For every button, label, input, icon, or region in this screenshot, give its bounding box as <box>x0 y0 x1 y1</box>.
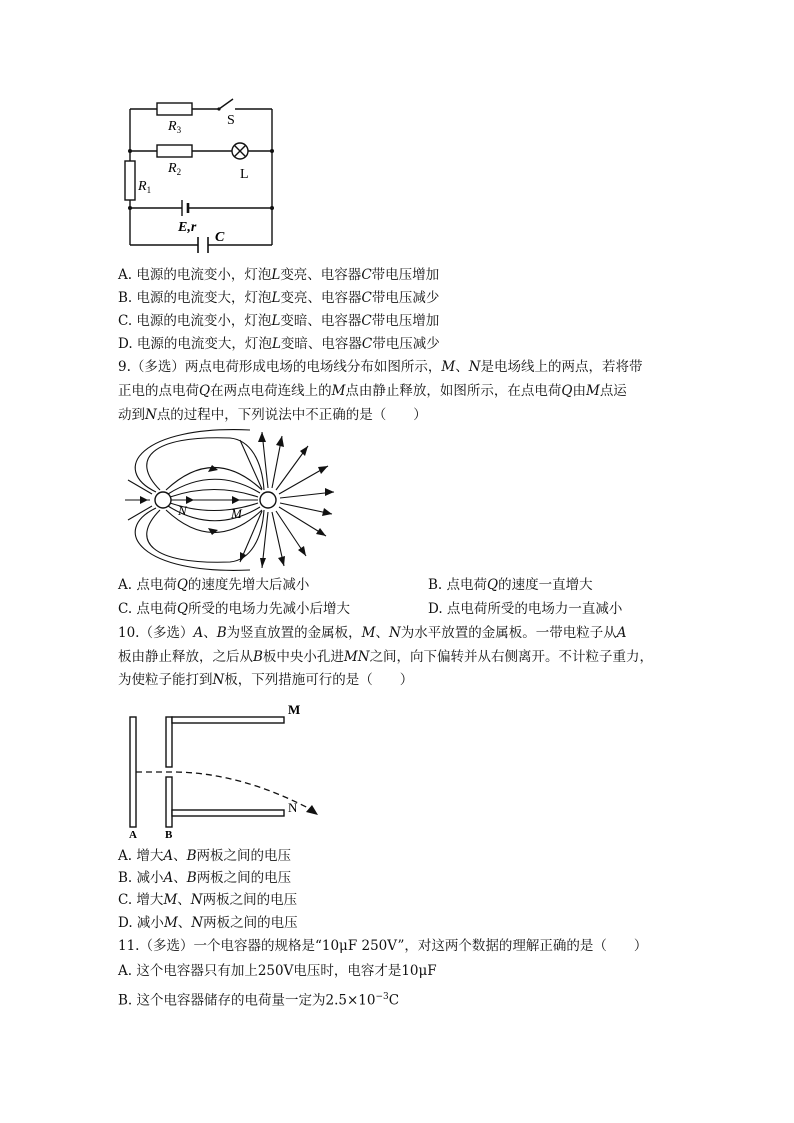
q9-option-c: C. 点电荷Q所受的电场力先减小后增大 <box>118 601 351 617</box>
label-n: N <box>178 503 187 518</box>
q8-option-b: B. 电源的电流变大，灯泡L变亮、电容器C带电压减少 <box>118 290 440 306</box>
q10-stem-line3: 为使粒子能打到N板，下列措施可行的是（ ） <box>118 672 414 688</box>
q11-stem: 11.（多选）一个电容器的规格是“10μF 250V”，对这两个数据的理解正确的是（ ） <box>118 938 648 954</box>
q10-stem-line1: 10.（多选）A、B为竖直放置的金属板，M、N为水平放置的金属板。一带电粒子从A <box>118 625 627 641</box>
q9-stem-line3: 动到N点的过程中，下列说法中不正确的是（ ） <box>118 407 427 423</box>
label-plate-n: N <box>288 800 298 815</box>
label-r3: $R_3$ <box>168 119 182 135</box>
q8-option-a: A. 电源的电流变小，灯泡L变亮、电容器C带电压增加 <box>118 267 440 283</box>
q9-option-a: A. 点电荷Q的速度先增大后减小 <box>118 577 310 593</box>
label-l: L <box>240 167 249 182</box>
q10-option-d: D. 减小M、N两板之间的电压 <box>118 915 298 931</box>
q9-option-d: D. 点电荷所受的电场力一直减小 <box>428 601 623 617</box>
q10-option-b: B. 减小A、B两板之间的电压 <box>118 870 292 886</box>
label-plate-b: B <box>165 829 173 841</box>
q8-option-d: D. 电源的电流变大，灯泡L变暗、电容器C带电压减少 <box>118 336 440 352</box>
q9-stem-line1: 9.（多选）两点电荷形成电场的电场线分布如图所示，M、N是电场线上的两点，若将带 <box>118 359 643 375</box>
label-er: E,r <box>178 220 197 235</box>
label-r1: $R_1$ <box>138 179 152 195</box>
label-c: C <box>215 230 225 245</box>
q9-option-b: B. 点电荷Q的速度一直增大 <box>428 577 593 593</box>
q10-option-c: C. 增大M、N两板之间的电压 <box>118 892 298 908</box>
label-m: M <box>231 506 242 521</box>
label-plate-m: M <box>288 702 301 717</box>
q11-option-a: A. 这个电容器只有加上250V电压时，电容才是10μF <box>118 963 437 979</box>
q9-stem-line2: 正电的点电荷Q在两点电荷连线上的M点由静止释放，如图所示，在点电荷Q由M点运 <box>118 383 627 399</box>
label-s: S <box>227 113 235 128</box>
label-r2: $R_2$ <box>168 161 182 177</box>
q11-option-b: B. 这个电容器储存的电荷量一定为$2.5\times 10^{-3}C$ <box>118 992 400 1009</box>
q10-option-a: A. 增大A、B两板之间的电压 <box>118 848 292 864</box>
q10-stem-line2: 板由静止释放，之后从B板中央小孔进MN之间，向下偏转并从右侧离开。不计粒子重力， <box>118 649 654 665</box>
q8-option-c: C. 电源的电流变小，灯泡L变暗、电容器C带电压增加 <box>118 313 440 329</box>
label-plate-a: A <box>129 829 137 841</box>
